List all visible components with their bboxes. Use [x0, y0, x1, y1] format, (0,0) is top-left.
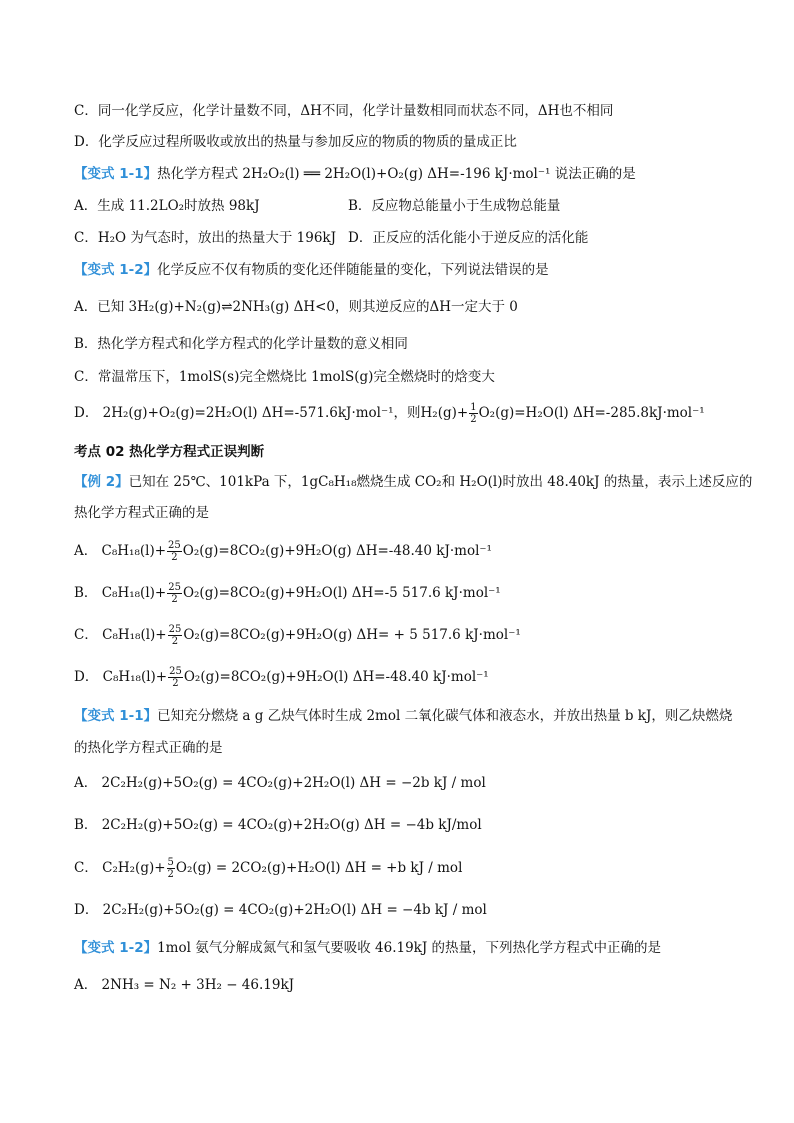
option-a: A．已知 3H₂(g)+N₂(g)⇌2NH₃(g) ΔH<0，则其逆反应的ΔH一定大于 0 [74, 299, 518, 315]
option-pre: C． C₂H₂(g)+ [74, 860, 166, 876]
option-b: B．热化学方程式和化学方程式的化学计量数的意义相同 [74, 336, 408, 352]
option-b: B．反应物总能量小于生成物总能量 [348, 198, 561, 214]
option-d-pre: D． 2H₂(g)+O₂(g)=2H₂O(l) ΔH=-571.6kJ·mol⁻¹，则H₂(g)+ [74, 405, 469, 421]
fraction [168, 666, 183, 689]
option-a: A． 2NH₃ = N₂ + 3H₂ − 46.19kJ [74, 977, 295, 993]
option-post: O₂(g)=8CO₂(g)+9H₂O(l) ΔH=-5 517.6 kJ·mol⁻¹ [182, 585, 501, 601]
fraction-num: 25 [168, 540, 181, 551]
question-text: 化学反应不仅有物质的变化还伴随能量的变化，下列说法错误的是 [157, 262, 549, 278]
option-c: C．常温常压下，1molS(s)完全燃烧比 1molS(g)完全燃烧时的焓变大 [74, 369, 495, 385]
option-pre: A． C₈H₁₈(l)+ [74, 543, 167, 559]
fraction [168, 624, 183, 647]
question-text: 1mol 氨气分解成氮气和氢气要吸收 46.19kJ 的热量，下列热化学方程式中正确的是 [157, 940, 662, 956]
variant-2-1-question [74, 706, 754, 726]
section-heading: 考点 02 热化学方程式正误判断 [74, 444, 265, 460]
option-d: D． 2C₂H₂(g)+5O₂(g) = 4CO₂(g)+2H₂O(l) ΔH = −4b kJ / mol [74, 902, 487, 918]
option-d [74, 666, 754, 689]
option-post: O₂(g)=8CO₂(g)+9H₂O(g) ΔH= + 5 517.6 kJ·mol⁻¹ [183, 627, 521, 643]
fraction-num: 1 [470, 402, 477, 413]
fraction [167, 857, 175, 880]
question-text-cont: 的热化学方程式正确的是 [74, 740, 223, 756]
variant-tag: 【变式 1-1】 [74, 166, 158, 182]
question-text: 已知充分燃烧 a g 乙炔气体时生成 2mol 二氧化碳气体和液态水，并放出热量 b kJ，则乙炔燃烧 [157, 708, 733, 724]
variant-1-1-question [74, 164, 754, 184]
option-pre: C． C₈H₁₈(l)+ [74, 627, 167, 643]
fraction-num: 25 [168, 582, 181, 593]
fraction-num: 25 [168, 624, 182, 635]
fraction-den: 2 [172, 678, 179, 689]
example-tag: 【例 2】 [74, 474, 129, 490]
option-c: C．H₂O 为气态时，放出的热量大于 196kJ [74, 230, 337, 246]
fraction-den: 2 [470, 414, 477, 425]
option-post: O₂(g)=8CO₂(g)+9H₂O(g) ΔH=-48.40 kJ·mol⁻¹ [182, 543, 492, 559]
fraction [469, 402, 477, 425]
option-b: B． 2C₂H₂(g)+5O₂(g) = 4CO₂(g)+2H₂O(g) ΔH = −4b kJ/mol [74, 817, 482, 833]
option-post: O₂(g)=8CO₂(g)+9H₂O(l) ΔH=-48.40 kJ·mol⁻¹ [183, 669, 489, 685]
fraction-num: 5 [167, 857, 174, 868]
variant-tag: 【变式 1-2】 [74, 262, 158, 278]
fraction-den: 2 [171, 636, 179, 647]
variant-tag: 【变式 1-1】 [74, 708, 158, 724]
option-a [74, 540, 754, 563]
question-text: 热化学方程式 2H₂O₂(l) ══ 2H₂O(l)+O₂(g) ΔH=-196 kJ·mol⁻¹ 说法正确的是 [157, 166, 636, 182]
option-a: A．生成 11.2LO₂时放热 98kJ [74, 198, 260, 214]
option-c [74, 624, 754, 647]
option-c-line: C．同一化学反应，化学计量数不同，ΔH不同，化学计量数相同而状态不同，ΔH也不相同 [74, 103, 614, 119]
fraction-num: 25 [169, 666, 182, 677]
fraction-den: 2 [171, 594, 178, 605]
option-a: A． 2C₂H₂(g)+5O₂(g) = 4CO₂(g)+2H₂O(l) ΔH = −2b kJ / mol [74, 775, 486, 791]
question-text: 已知在 25℃、101kPa 下，1gC₈H₁₈燃烧生成 CO₂和 H₂O(l)时放出 48.40kJ 的热量，表示上述反应的 [128, 474, 753, 490]
variant-tag: 【变式 1-2】 [74, 940, 158, 956]
option-d: D．正反应的活化能小于逆反应的活化能 [348, 230, 589, 246]
fraction-den: 2 [171, 552, 178, 563]
option-d [74, 402, 754, 425]
variant-1-2-question [74, 260, 754, 280]
option-pre: D． C₈H₁₈(l)+ [74, 669, 168, 685]
fraction-den: 2 [167, 869, 174, 880]
example-2-question [74, 472, 754, 492]
fraction [167, 540, 182, 563]
fraction [167, 582, 182, 605]
option-pre: B． C₈H₁₈(l)+ [74, 585, 167, 601]
option-d-post: O₂(g)=H₂O(l) ΔH=-285.8kJ·mol⁻¹ [478, 405, 705, 421]
option-post: O₂(g) = 2CO₂(g)+H₂O(l) ΔH = +b kJ / mol [175, 860, 463, 876]
question-text-cont: 热化学方程式正确的是 [74, 505, 209, 521]
variant-2-2-question [74, 938, 754, 958]
option-d-line: D．化学反应过程所吸收或放出的热量与参加反应的物质的物质的量成正比 [74, 134, 517, 150]
option-c [74, 857, 754, 880]
option-b [74, 582, 754, 605]
